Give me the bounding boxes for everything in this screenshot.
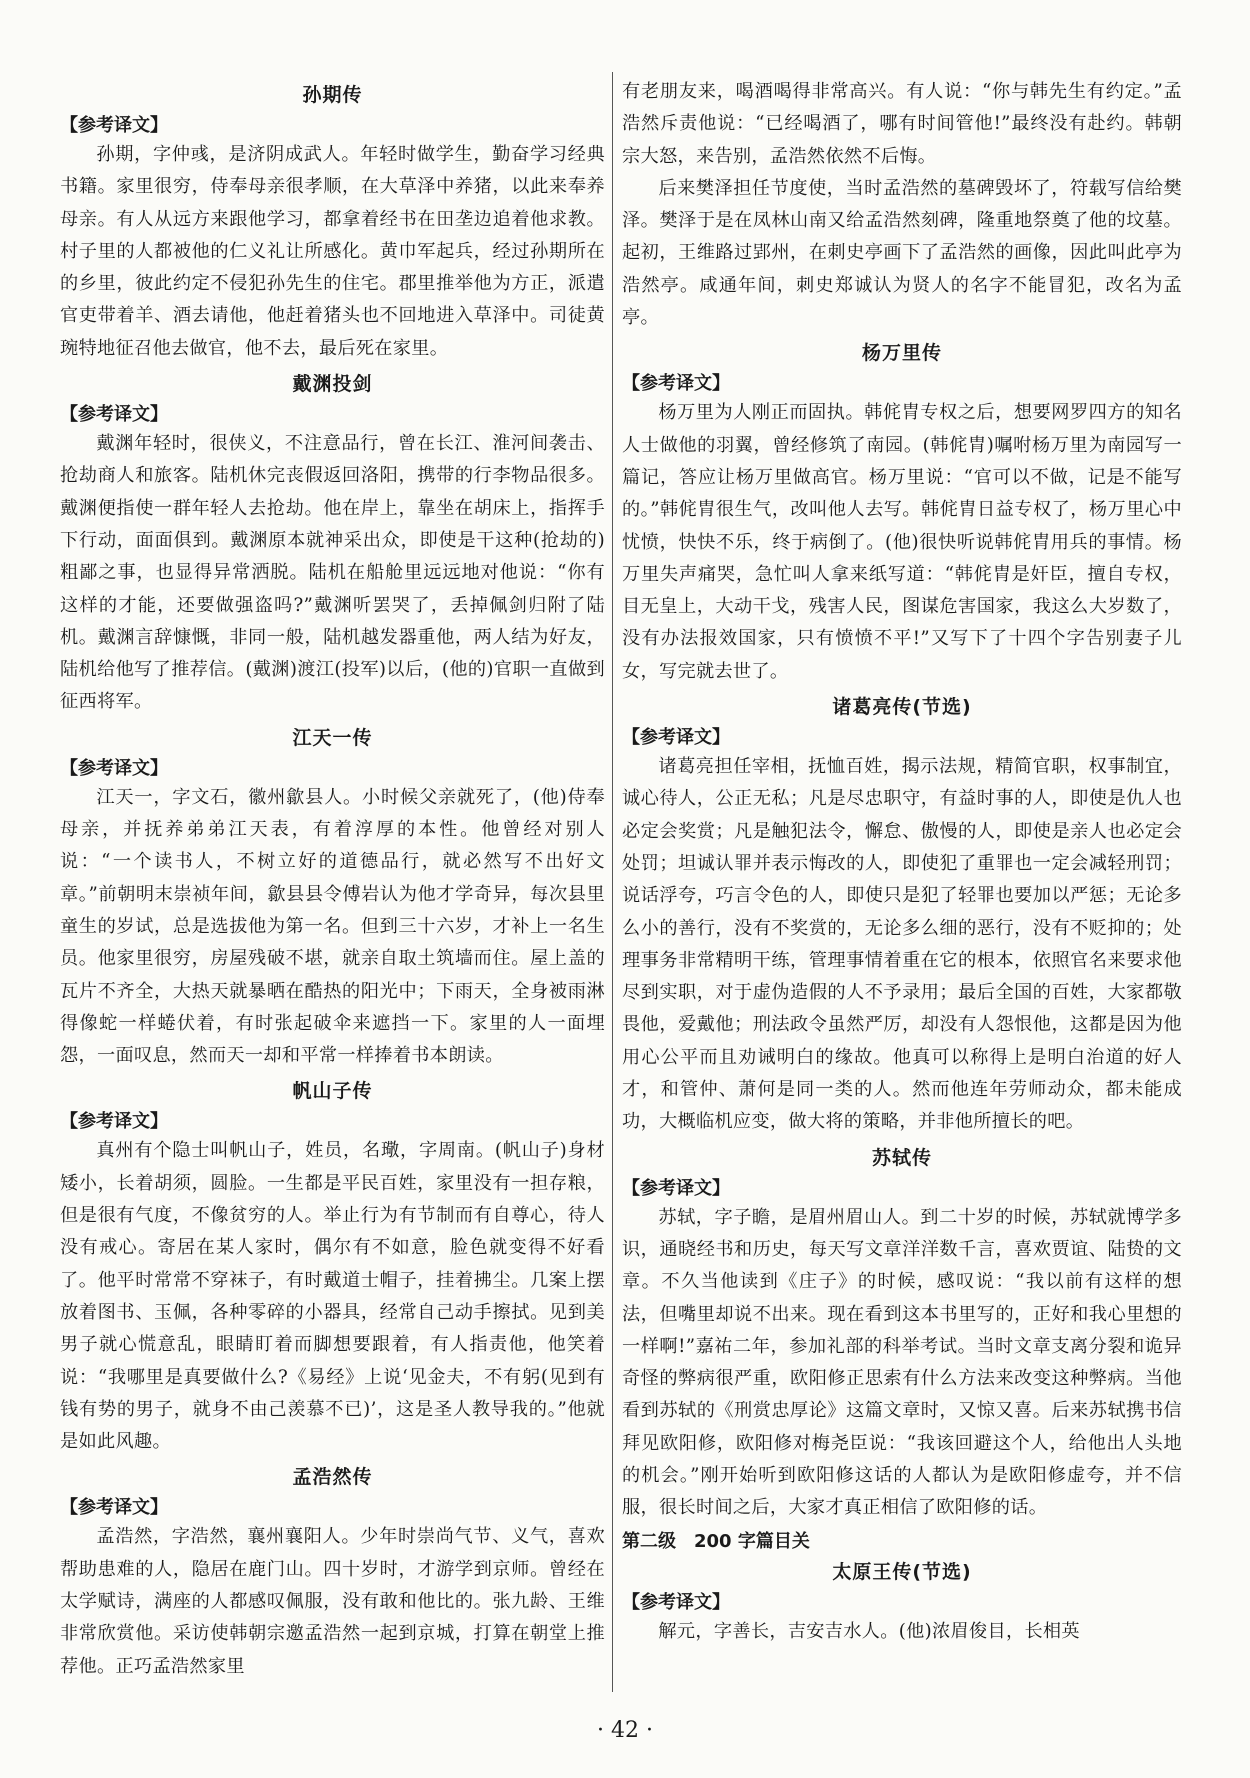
paragraph: 后来樊泽担任节度使，当时孟浩然的墓碑毁坏了，符载写信给樊泽。樊泽于是在凤林山南又给孟浩然刻碑，隆重地祭奠了他的坟墓。起初，王维路过郢州，在刺史亭画下了孟浩然的画像，因此叫此亭为浩然亭。咸通年间，刺史郑诚认为贤人的名字不能冒犯，改名为孟亭。 (622, 177, 1182, 329)
paragraph: 有老朋友来，喝酒喝得非常高兴。有人说：“你与韩先生有约定。”孟浩然斥责他说：“已经喝酒了，哪有时间管他!”最终没有赴约。韩朝宗大怒，来告别，孟浩然依然不后悔。 (622, 81, 1182, 167)
section-label: 【参考译文】 (60, 757, 168, 779)
section-label: 【参考译文】 (622, 373, 730, 395)
paragraph: 江天一，字文石，徽州歙县人。小时候父亲就死了，(他)侍奉母亲，并抚养弟弟江天表，有着淳厚的本性。他曾经对别人说：“一个读书人，不树立好的道德品行，就必然写不出好文章。”前朝明末崇祯年间，歙县县令傅岩认为他才学奇异，每次县里童生的岁试，总是选拔他为第一名。但到三十六岁，才补上一名生员。他家里很穷，房屋残破不堪，就亲自取土筑墙而住。屋上盖的瓦片不齐全，大热天就暴晒在酷热的阳光中；下雨天，全身被雨淋得像蛇一样蜷伏着，有时张起破伞来遮挡一下。家里的人一面埋怨，一面叹息，然而天一却和平常一样捧着书本朗读。 (60, 786, 605, 1067)
paragraph: 解元，字善长，吉安吉水人。(他)浓眉俊目，长相英 (658, 1620, 1080, 1642)
section-title: 孟浩然传 (292, 1466, 373, 1489)
paragraph: 戴渊年轻时，很侠义，不注意品行，曾在长江、淮河间袭击、抢劫商人和旅客。陆机休完丧假返回洛阳，携带的行李物品很多。戴渊便指使一群年轻人去抢劫。他在岸上，靠坐在胡床上，指挥手下行动，面面俱到。戴渊原本就神采出众，即使是干这种(抢劫的)粗鄙之事，也显得异常洒脱。陆机在船舱里远远地对他说：“你有这样的才能，还要做强盗吗?”戴渊听罢哭了，丢掉佩剑归附了陆机。戴渊言辞慷慨，非同一般，陆机越发器重他，两人结为好友，陆机给他写了推荐信。(戴渊)渡江(投军)以后，(他的)官职一直做到征西将军。 (60, 433, 605, 713)
section-title: 帆山子传 (292, 1080, 373, 1103)
section-title: 太原王传(节选) (832, 1560, 972, 1583)
section-label: 【参考译文】 (60, 115, 168, 136)
section-label: 【参考译文】 (622, 727, 730, 749)
paragraph: 真州有个隐士叫帆山子，姓员，名璥，字周南。(帆山子)身材矮小，长着胡须，圆脸。一生都是平民百姓，家里没有一担存粮，但是很有气度，不像贫穷的人。举止行为有节制而有自尊心，待人没有戒心。寄居在某人家时，偶尔有不如意，脸色就变得不好看了。他平时常常不穿袜子，有时戴道士帽子，挂着拂尘。几案上摆放着图书、玉佩，各种零碎的小器具，经常自己动手擦拭。见到美男子就心慌意乱，眼睛盯着而脚想要跟着，有人指责他，他笑着说：“我哪里是真要做什么?《易经》上说‘见金夫，不有躬(见到有钱有势的男子，就身不由己羡慕不已)’，这是圣人教导我的。”他就是如此风趣。 (60, 1140, 605, 1453)
section-label: 【参考译文】 (60, 1497, 168, 1519)
right-column (622, 76, 1182, 1678)
level-heading: 第二级 200 字篇目关 (622, 1530, 810, 1552)
paragraph: 苏轼，字子瞻，是眉州眉山人。到二十岁的时候，苏轼就博学多识，通晓经书和历史，每天写文章洋洋数千言，喜欢贾谊、陆贽的文章。不久当他读到《庄子》的时候，感叹说：“我以前有这样的想法，但嘴里却说不出来。现在看到这本书里写的，正好和我心里想的一样啊!”嘉祐二年，参加礼部的科举考试。当时文章支离分裂和诡异奇怪的弊病很严重，欧阳修正思索有什么方法来改变这种弊病。当他看到苏轼的《刑赏忠厚论》这篇文章时，又惊又喜。后来苏轼携书信拜见欧阳修，欧阳修对梅尧臣说：“我该回避这个人，给他出人头地的机会。”刚开始听到欧阳修这话的人都认为是欧阳修虚夸，并不信服，很长时间之后，大家才真正相信了欧阳修的话。 (622, 1206, 1182, 1519)
paragraph: 孟浩然，字浩然，襄州襄阳人。少年时崇尚气节、义气，喜欢帮助患难的人，隐居在鹿门山。四十岁时，才游学到京师。曾经在太学赋诗，满座的人都感叹佩服，没有敢和他比的。张九龄、王维非常欣赏他。采访使韩朝宗邀孟浩然一起到京城，打算在朝堂上推荐他。正巧孟浩然家里 (60, 1526, 605, 1677)
section-title: 苏轼传 (871, 1146, 932, 1169)
section-title: 诸葛亮传(节选) (832, 696, 972, 719)
section-title: 杨万里传 (861, 342, 942, 365)
section-label: 【参考译文】 (60, 1111, 168, 1133)
page-number: · 42 · (597, 1718, 653, 1743)
paragraph: 孙期，字仲彧，是济阴成武人。年轻时做学生，勤奋学习经典书籍。家里很穷，侍奉母亲很孝顺，在大草泽中养猪，以此来奉养母亲。有人从远方来跟他学习，都拿着经书在田垄边追着他求教。村子里的人都被他的仁义礼让所感化。黄巾军起兵，经过孙期所在的乡里，彼此约定不侵犯孙先生的住宅。郡里推举他为方正，派遣官吏带着羊、酒去请他，他赶着猪头也不回地进入草泽中。司徒黄琬特地征召他去做官，他不去，最后死在家里。 (60, 144, 605, 359)
left-column (60, 76, 605, 1678)
section-title: 戴渊投剑 (292, 373, 373, 396)
section-label: 【参考译文】 (622, 1177, 730, 1199)
section-title: 江天一传 (292, 726, 373, 749)
section-title: 孙期传 (302, 84, 363, 106)
paragraph: 诸葛亮担任宰相，抚恤百姓，揭示法规，精简官职，权事制宜，诚心待人，公正无私；凡是尽忠职守，有益时事的人，即使是仇人也必定会奖赏；凡是触犯法令，懈怠、傲慢的人，即使是亲人也必定会处罚；坦诚认罪并表示悔改的人，即使犯了重罪也一定会减轻刑罚；说话浮夸，巧言令色的人，即使只是犯了轻罪也要加以严惩；无论多么小的善行，没有不奖赏的，无论多么细的恶行，没有不贬抑的；处理事务非常精明干练，管理事情着重在它的根本，依照官名来要求他尽到实职，对于虚伪造假的人不予录用；最后全国的百姓，大家都敬畏他，爱戴他；刑法政令虽然严厉，却没有人怨恨他，这都是因为他用心公平而且劝诫明白的缘故。他真可以称得上是明白治道的好人才，和管仲、萧何是同一类的人。然而他连年劳师动众，都未能成功，大概临机应变，做大将的策略，并非他所擅长的吧。 (622, 756, 1182, 1133)
section-label: 【参考译文】 (60, 404, 168, 426)
section-label: 【参考译文】 (622, 1591, 730, 1613)
column-divider (612, 72, 613, 1692)
paragraph: 杨万里为人刚正而固执。韩侂胄专权之后，想要网罗四方的知名人士做他的羽翼，曾经修筑了南园。(韩侂胄)嘱咐杨万里为南园写一篇记，答应让杨万里做高官。杨万里说：“官可以不做，记是不能写的。”韩侂胄很生气，改叫他人去写。韩侂胄日益专权了，杨万里心中忧愤，快快不乐，终于病倒了。(他)很快听说韩侂胄用兵的事情。杨万里失声痛哭，急忙叫人拿来纸写道：“韩侂胄是奸臣，擅自专权，目无皇上，大动干戈，残害人民，图谋危害国家，我这么大岁数了，没有办法报效国家，只有愤愤不平!”又写下了十四个字告别妻子儿女，写完就去世了。 (622, 402, 1182, 682)
